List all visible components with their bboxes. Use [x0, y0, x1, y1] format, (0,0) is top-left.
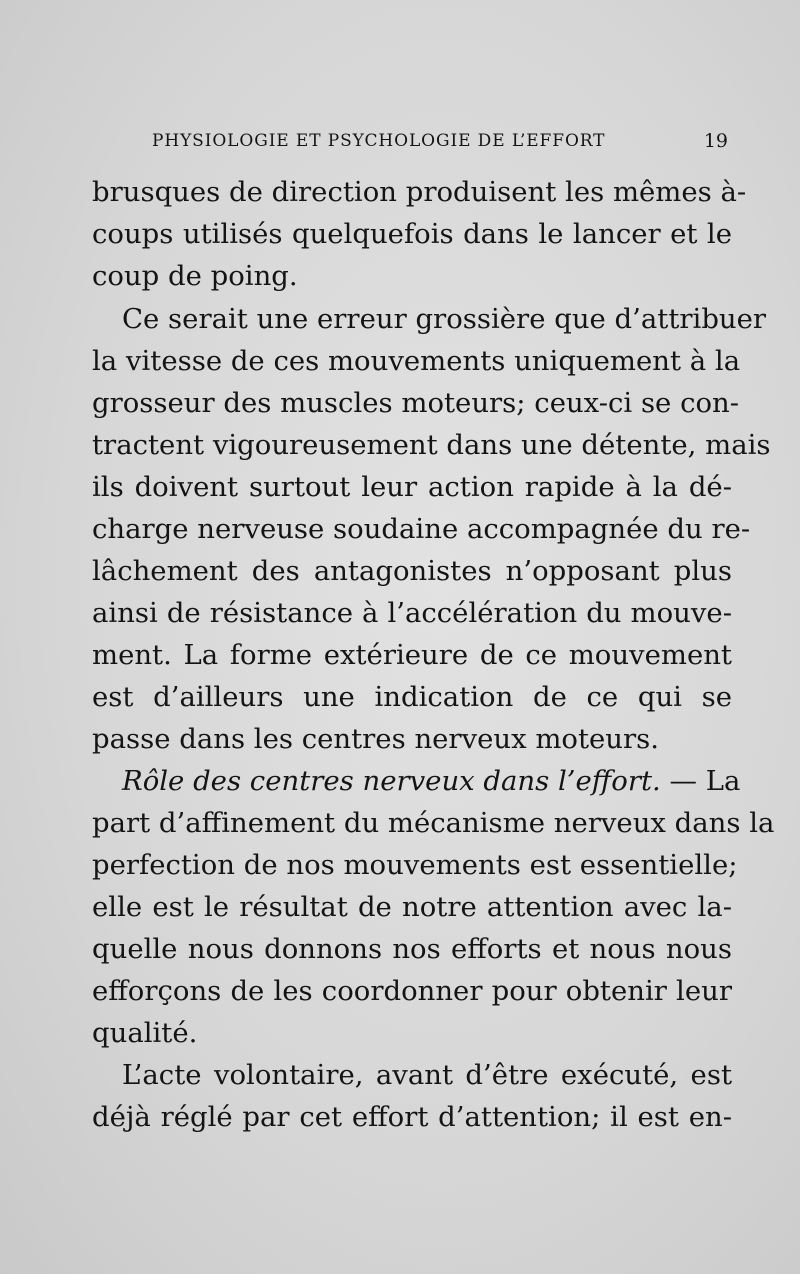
- text-line: ils doivent surtout leur action rapide à la dé-: [92, 471, 732, 503]
- text-line: passe dans les centres nerveux moteurs.: [92, 723, 660, 755]
- text-line: est d’ailleurs une indication de ce qui se: [92, 681, 732, 713]
- page-number: 19: [703, 130, 728, 152]
- text-line: tractent vigoureusement dans une détente, mais: [92, 429, 771, 461]
- text-line: qualité.: [92, 1017, 198, 1049]
- section-heading-line: [122, 760, 741, 802]
- text-line: L’acte volontaire, avant d’être exécuté, est: [122, 1059, 732, 1091]
- text-line: charge nerveuse soudaine accompagnée du re-: [92, 513, 751, 545]
- text-line: coup de poing.: [92, 260, 298, 292]
- text-fragment: — La: [669, 765, 741, 797]
- section-heading: Rôle des centres nerveux dans l’effort.: [122, 765, 661, 797]
- text-line: efforçons de les coordonner pour obtenir leur: [92, 975, 732, 1007]
- text-line: grosseur des muscles moteurs; ceux-ci se con-: [92, 387, 740, 419]
- text-line: ment. La forme extérieure de ce mouvement: [92, 639, 732, 671]
- text-line: Ce serait une erreur grossière que d’attribuer: [122, 303, 767, 335]
- running-header: [152, 131, 728, 155]
- text-line: quelle nous donnons nos efforts et nous nous: [92, 933, 732, 965]
- text-line: perfection de nos mouvements est essentielle;: [92, 849, 738, 881]
- text-line: elle est le résultat de notre attention avec la-: [92, 891, 732, 923]
- running-title: PHYSIOLOGIE ET PSYCHOLOGIE DE L’EFFORT: [152, 131, 606, 151]
- text-line: la vitesse de ces mouvements uniquement à la: [92, 345, 741, 377]
- text-line: lâchement des antagonistes n’opposant plus: [92, 555, 732, 587]
- text-line: ainsi de résistance à l’accélération du mouve-: [92, 597, 732, 629]
- text-line: coups utilisés quelquefois dans le lancer et le: [92, 218, 732, 250]
- text-line: part d’affinement du mécanisme nerveux dans la: [92, 807, 775, 839]
- text-line: brusques de direction produisent les mêmes à-: [92, 176, 747, 208]
- text-line: déjà réglé par cet effort d’attention; il est en-: [92, 1101, 732, 1133]
